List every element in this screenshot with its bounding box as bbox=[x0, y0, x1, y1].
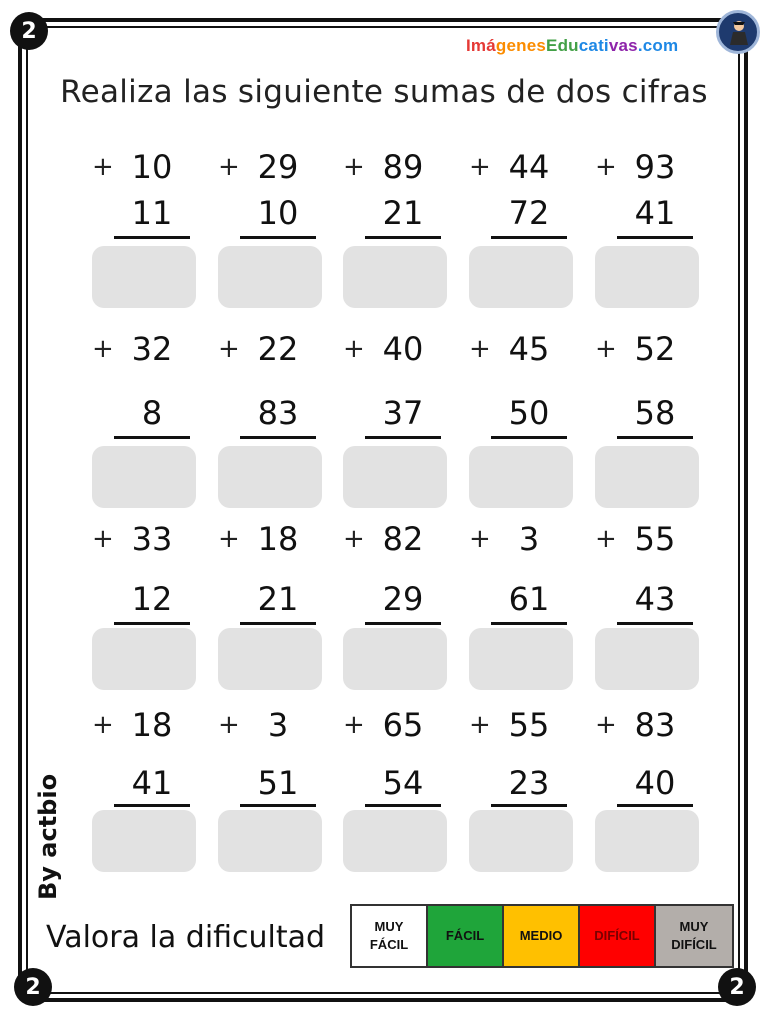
addend-top: 65 bbox=[382, 706, 424, 744]
site-logo-part: genes bbox=[495, 36, 547, 55]
sum-line bbox=[491, 804, 567, 807]
difficulty-rating bbox=[350, 904, 734, 968]
corner-number-bottom-right: 2 bbox=[718, 968, 756, 1006]
sum-line bbox=[617, 236, 693, 239]
answer-box[interactable] bbox=[218, 628, 322, 690]
addend-bottom: 41 bbox=[131, 764, 173, 802]
addend-bottom: 12 bbox=[131, 580, 173, 618]
plus-sign: + bbox=[218, 152, 240, 182]
sum-line bbox=[114, 804, 190, 807]
plus-sign: + bbox=[218, 334, 240, 364]
addend-top: 44 bbox=[508, 148, 550, 186]
sum-line bbox=[491, 236, 567, 239]
site-logo-part: .com bbox=[637, 36, 679, 55]
plus-sign: + bbox=[469, 152, 491, 182]
site-logo-part: cati bbox=[578, 36, 609, 55]
addend-bottom: 43 bbox=[634, 580, 676, 618]
answer-box[interactable] bbox=[469, 628, 573, 690]
plus-sign: + bbox=[469, 710, 491, 740]
sum-line bbox=[617, 622, 693, 625]
answer-box[interactable] bbox=[469, 246, 573, 308]
addend-bottom: 54 bbox=[382, 764, 424, 802]
sum-line bbox=[114, 236, 190, 239]
sum-line bbox=[365, 804, 441, 807]
addend-top: 18 bbox=[257, 520, 299, 558]
addend-bottom: 61 bbox=[508, 580, 550, 618]
answer-box[interactable] bbox=[92, 628, 196, 690]
addend-bottom: 29 bbox=[382, 580, 424, 618]
plus-sign: + bbox=[218, 710, 240, 740]
addend-bottom: 11 bbox=[131, 194, 173, 232]
answer-box[interactable] bbox=[469, 810, 573, 872]
addend-bottom: 10 bbox=[257, 194, 299, 232]
sum-line bbox=[491, 436, 567, 439]
addend-top: 3 bbox=[518, 520, 540, 558]
plus-sign: + bbox=[92, 524, 114, 554]
difficulty-label: Valora la dificultad bbox=[46, 920, 326, 955]
answer-box[interactable] bbox=[343, 628, 447, 690]
plus-sign: + bbox=[595, 152, 617, 182]
sum-line bbox=[365, 436, 441, 439]
addend-top: 33 bbox=[131, 520, 173, 558]
addend-top: 82 bbox=[382, 520, 424, 558]
answer-box[interactable] bbox=[92, 810, 196, 872]
addend-bottom: 72 bbox=[508, 194, 550, 232]
addend-bottom: 51 bbox=[257, 764, 299, 802]
addend-bottom: 40 bbox=[634, 764, 676, 802]
site-logo-part: Imá bbox=[466, 36, 496, 55]
answer-box[interactable] bbox=[595, 446, 699, 508]
plus-sign: + bbox=[218, 524, 240, 554]
addend-bottom: 50 bbox=[508, 394, 550, 432]
addend-bottom: 21 bbox=[257, 580, 299, 618]
difficulty-option[interactable]: MUY FÁCIL bbox=[352, 906, 428, 966]
answer-box[interactable] bbox=[343, 246, 447, 308]
difficulty-option[interactable]: FÁCIL bbox=[428, 906, 504, 966]
addend-top: 10 bbox=[131, 148, 173, 186]
addend-bottom: 41 bbox=[634, 194, 676, 232]
plus-sign: + bbox=[343, 152, 365, 182]
sum-line bbox=[617, 436, 693, 439]
answer-box[interactable] bbox=[469, 446, 573, 508]
addend-bottom: 37 bbox=[382, 394, 424, 432]
addend-top: 32 bbox=[131, 330, 173, 368]
difficulty-option[interactable]: MEDIO bbox=[504, 906, 580, 966]
addend-top: 3 bbox=[267, 706, 289, 744]
corner-number-bottom-left: 2 bbox=[14, 968, 52, 1006]
sum-line bbox=[114, 622, 190, 625]
sum-line bbox=[114, 436, 190, 439]
plus-sign: + bbox=[595, 334, 617, 364]
answer-box[interactable] bbox=[343, 810, 447, 872]
addend-bottom: 8 bbox=[141, 394, 163, 432]
plus-sign: + bbox=[92, 334, 114, 364]
sum-line bbox=[491, 622, 567, 625]
addend-bottom: 23 bbox=[508, 764, 550, 802]
sum-line bbox=[240, 804, 316, 807]
plus-sign: + bbox=[92, 152, 114, 182]
plus-sign: + bbox=[343, 524, 365, 554]
answer-box[interactable] bbox=[343, 446, 447, 508]
addend-top: 29 bbox=[257, 148, 299, 186]
addend-top: 93 bbox=[634, 148, 676, 186]
answer-box[interactable] bbox=[218, 810, 322, 872]
addend-bottom: 21 bbox=[382, 194, 424, 232]
plus-sign: + bbox=[595, 524, 617, 554]
plus-sign: + bbox=[469, 334, 491, 364]
answer-box[interactable] bbox=[92, 446, 196, 508]
sum-line bbox=[240, 436, 316, 439]
answer-box[interactable] bbox=[595, 246, 699, 308]
addend-top: 52 bbox=[634, 330, 676, 368]
sum-line bbox=[365, 622, 441, 625]
addend-top: 22 bbox=[257, 330, 299, 368]
addend-top: 55 bbox=[508, 706, 550, 744]
corner-number-top-left: 2 bbox=[10, 12, 48, 50]
answer-box[interactable] bbox=[595, 810, 699, 872]
difficulty-option[interactable]: DIFÍCIL bbox=[580, 906, 656, 966]
plus-sign: + bbox=[595, 710, 617, 740]
plus-sign: + bbox=[343, 334, 365, 364]
answer-box[interactable] bbox=[92, 246, 196, 308]
addend-top: 55 bbox=[634, 520, 676, 558]
page-title: Realiza las siguiente sumas de dos cifras bbox=[60, 74, 708, 110]
addend-bottom: 58 bbox=[634, 394, 676, 432]
addend-top: 45 bbox=[508, 330, 550, 368]
sum-line bbox=[617, 804, 693, 807]
addend-bottom: 83 bbox=[257, 394, 299, 432]
difficulty-option[interactable]: MUY DIFÍCIL bbox=[656, 906, 732, 966]
sum-line bbox=[240, 622, 316, 625]
addend-top: 18 bbox=[131, 706, 173, 744]
sum-line bbox=[240, 236, 316, 239]
author-byline: By actbio bbox=[34, 773, 62, 900]
plus-sign: + bbox=[92, 710, 114, 740]
addend-top: 89 bbox=[382, 148, 424, 186]
answer-box[interactable] bbox=[218, 446, 322, 508]
plus-sign: + bbox=[469, 524, 491, 554]
addend-top: 40 bbox=[382, 330, 424, 368]
plus-sign: + bbox=[343, 710, 365, 740]
site-logo-part: vas bbox=[608, 36, 638, 55]
answer-box[interactable] bbox=[218, 246, 322, 308]
addend-top: 83 bbox=[634, 706, 676, 744]
site-logo-part: Edu bbox=[546, 36, 579, 55]
sum-line bbox=[365, 236, 441, 239]
answer-box[interactable] bbox=[595, 628, 699, 690]
